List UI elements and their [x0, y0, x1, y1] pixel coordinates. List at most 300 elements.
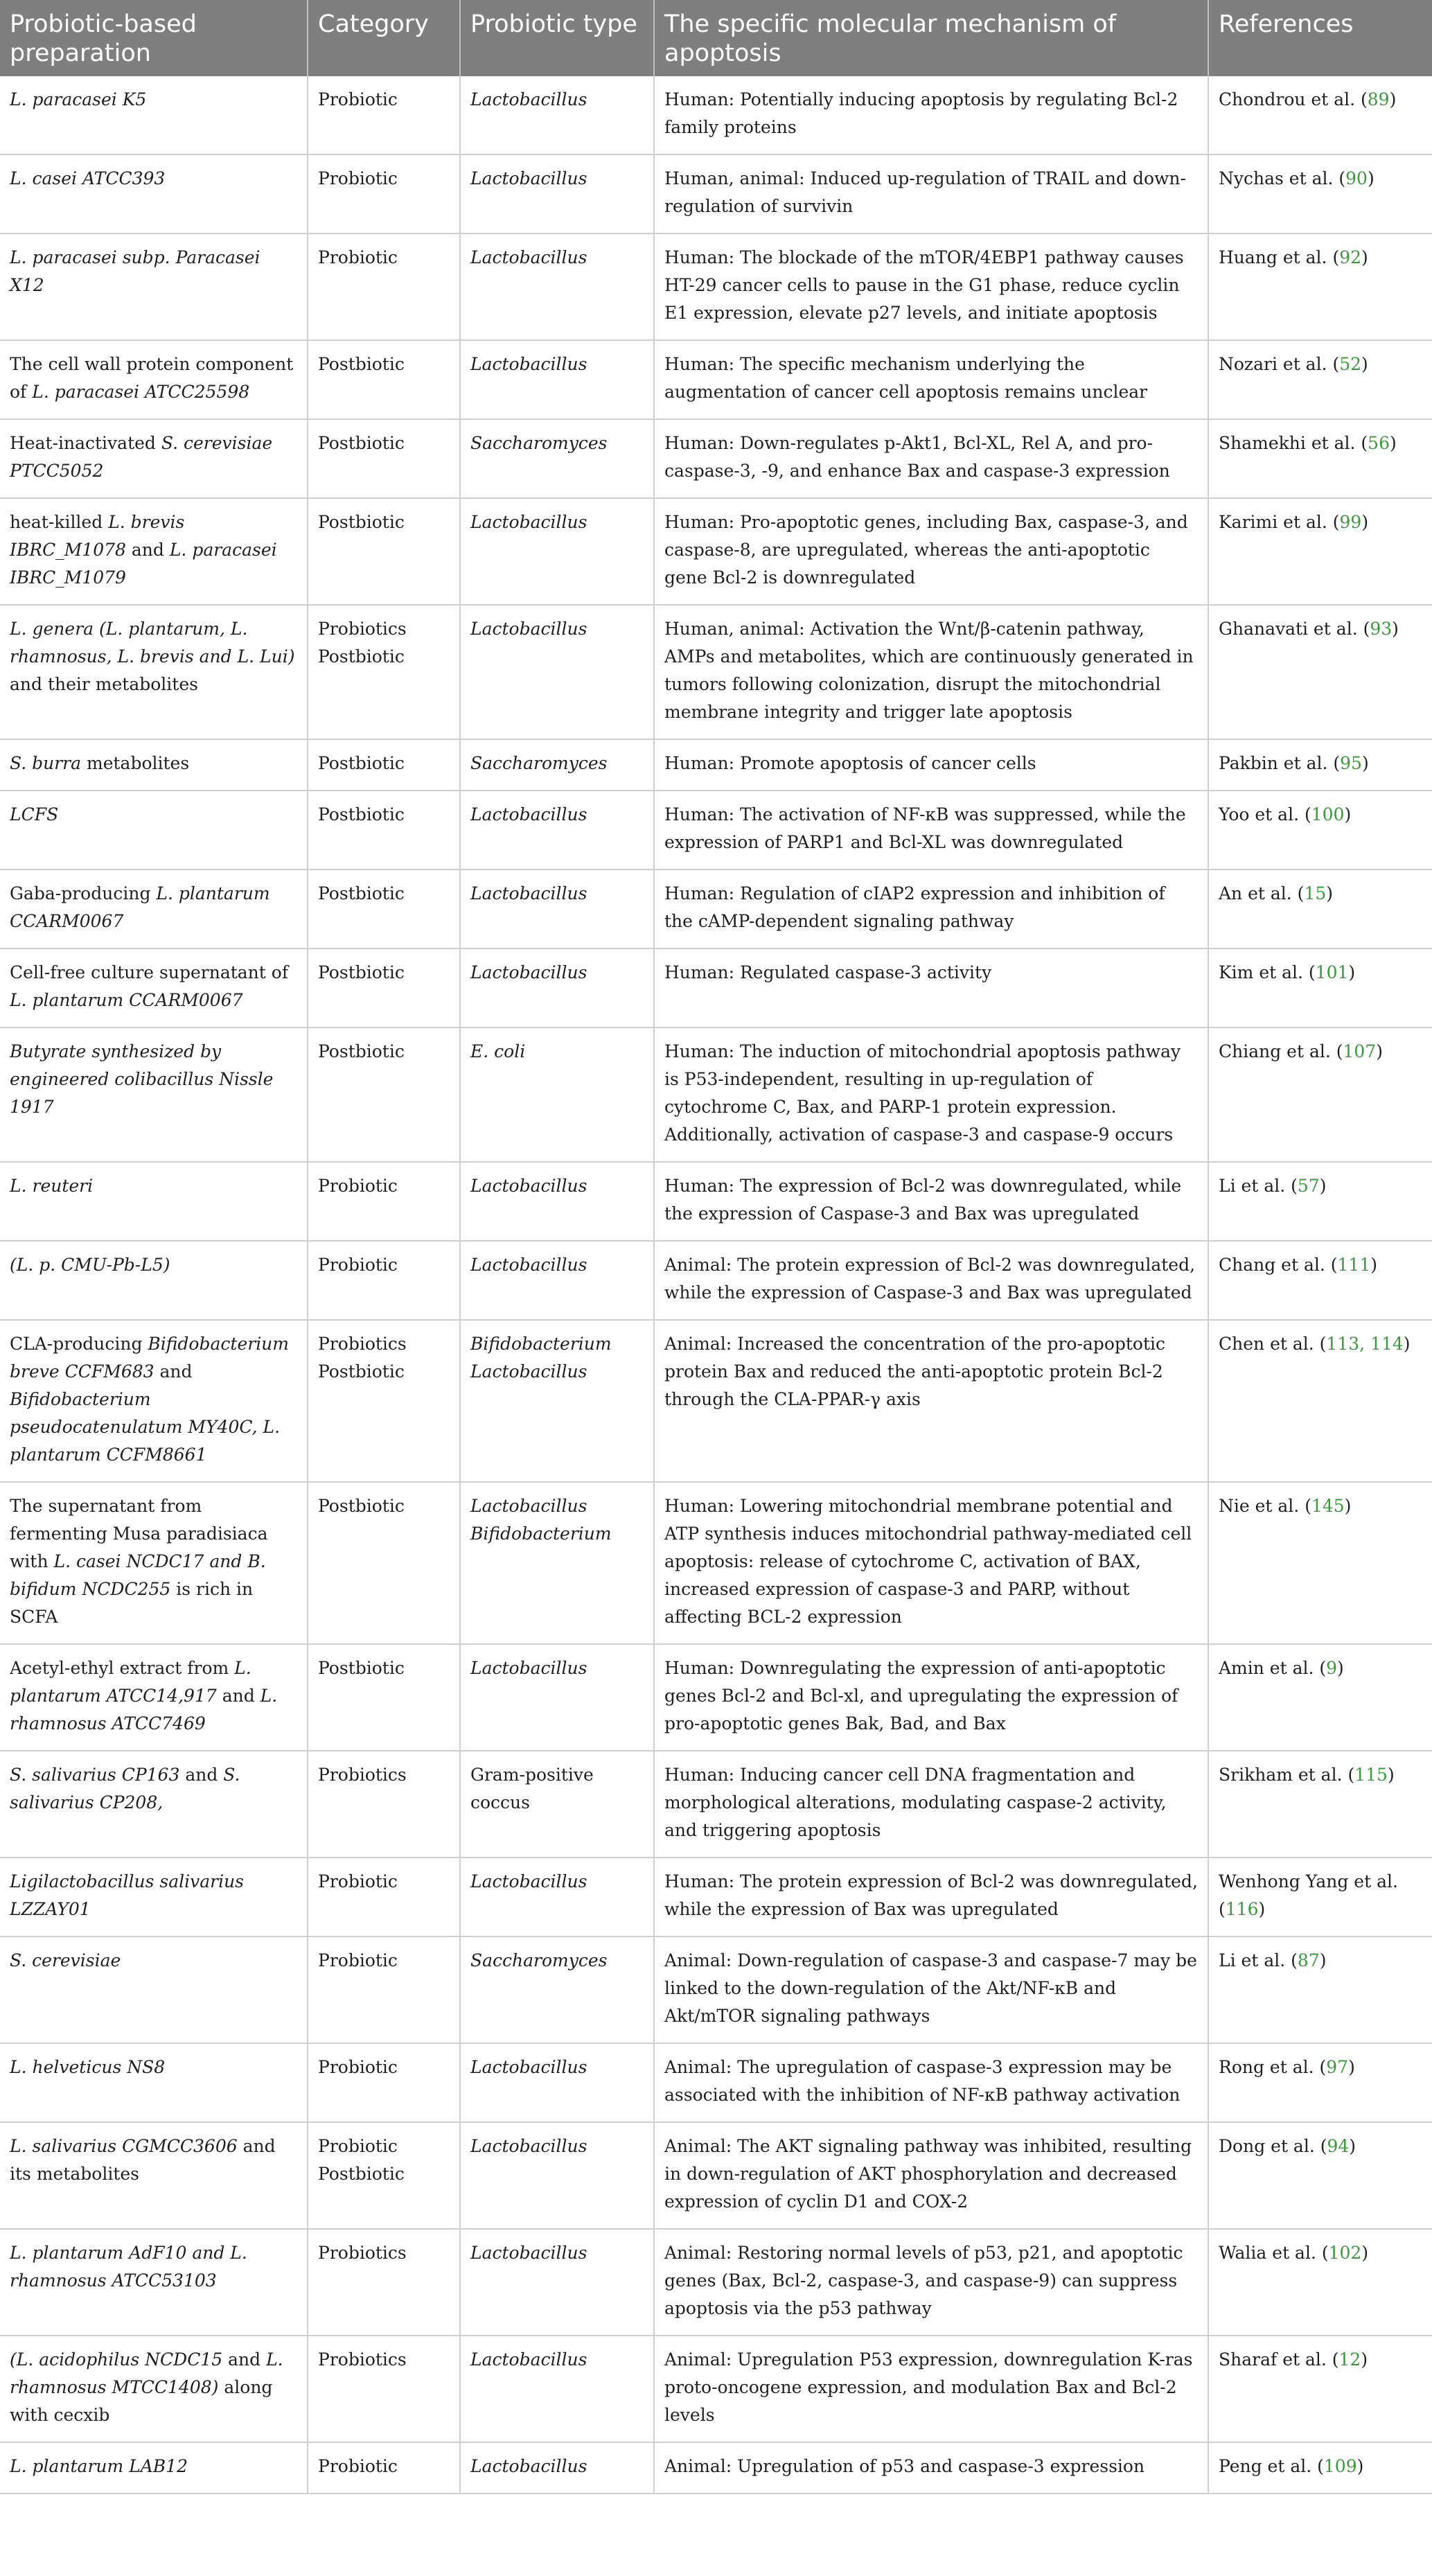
reference-link[interactable]: 107 — [1343, 1041, 1377, 1061]
reference-author: Chang et al. ( — [1219, 1255, 1338, 1275]
table-row — [0, 791, 1432, 870]
reference-author: Wenhong Yang et al. ( — [1219, 1871, 1398, 1919]
preparation-text: L. casei ATCC393 — [10, 168, 166, 188]
preparation-text: The cell wall protein component of — [10, 354, 294, 402]
cell-probiotic-type — [460, 2043, 654, 2122]
reference-author: Huang et al. ( — [1219, 247, 1340, 267]
preparation-text: The supernatant from fermenting Musa paradisiaca with — [10, 1496, 268, 1571]
cell-probiotic-type — [460, 340, 654, 419]
reference-author: Nie et al. ( — [1219, 1496, 1311, 1516]
cell-reference — [1208, 2229, 1432, 2336]
cell-mechanism: Human: The expression of Bcl-2 was downregulated, while the expression of Caspase-3 and Bax was upregulated — [654, 1162, 1208, 1241]
reference-close-paren: ) — [1348, 2057, 1355, 2077]
probiotic-type-text: Lactobacillus — [470, 619, 587, 639]
reference-link[interactable]: 56 — [1368, 433, 1390, 453]
preparation-text: L. paracasei IBRC_M1079 — [10, 540, 277, 588]
reference-link[interactable]: 116 — [1225, 1899, 1259, 1919]
cell-category — [308, 2336, 460, 2442]
reference-link[interactable]: 90 — [1345, 168, 1368, 188]
preparation-text: L. rhamnosus ATCC7469 — [10, 1686, 278, 1733]
cell-category — [308, 949, 460, 1027]
cell-mechanism: Animal: The upregulation of caspase-3 expression may be associated with the inhibition of NF-κB pathway activation — [654, 2043, 1208, 2122]
reference-link[interactable]: 102 — [1328, 2243, 1362, 2263]
cell-mechanism: Human: The specific mechanism underlying the augmentation of cancer cell apoptosis remains unclear — [654, 340, 1208, 419]
table-row — [0, 2122, 1432, 2229]
cell-category — [308, 1858, 460, 1937]
preparation-text: Cell-free culture supernatant of — [10, 962, 289, 982]
cell-mechanism: Human: Regulated caspase-3 activity — [654, 949, 1208, 1027]
cell-reference — [1208, 1162, 1432, 1241]
cell-mechanism: Human: Down-regulates p-Akt1, Bcl-XL, Rel A, and pro-caspase-3, -9, and enhance Bax and caspase-3 expression — [654, 419, 1208, 498]
preparation-text: CLA-producing — [10, 1334, 148, 1354]
preparation-text: S. cerevisiae PTCC5052 — [10, 433, 273, 481]
cell-probiotic-type — [460, 2122, 654, 2229]
cell-mechanism: Human: Pro-apoptotic genes, including Bax, caspase-3, and caspase-8, are upregulated, whereas the anti-apoptotic gene Bcl-2 is downregulated — [654, 498, 1208, 605]
reference-author: Dong et al. ( — [1219, 2136, 1327, 2156]
probiotic-type-text: Lactobacillus — [470, 962, 587, 982]
reference-author: Pakbin et al. ( — [1219, 753, 1341, 773]
cell-preparation — [0, 870, 308, 949]
preparation-text: Acetyl-ethyl extract from — [10, 1658, 235, 1678]
cell-probiotic-type — [460, 76, 654, 155]
probiotic-type-text: Lactobacillus — [470, 2136, 587, 2156]
preparation-text: L. genera (L. plantarum, L. rhamnosus, L. brevis and L. Lui) — [10, 619, 295, 667]
cell-preparation — [0, 1937, 308, 2043]
cell-mechanism: Human: The protein expression of Bcl-2 was downregulated, while the expression of Bax was upregulated — [654, 1858, 1208, 1937]
cell-preparation — [0, 2043, 308, 2122]
reference-author: Peng et al. ( — [1219, 2456, 1324, 2476]
preparation-text: L. paracasei ATCC25598 — [32, 382, 250, 402]
preparation-text: and — [125, 540, 170, 560]
category-text: Postbiotic — [318, 1496, 405, 1516]
preparation-text: metabolites — [81, 753, 190, 773]
reference-link[interactable]: 111 — [1337, 1255, 1371, 1275]
table-row — [0, 2043, 1432, 2122]
reference-close-paren: ) — [1337, 1658, 1344, 1678]
preparation-text: L. plantarum LAB12 — [10, 2456, 188, 2476]
cell-reference — [1208, 1241, 1432, 1320]
preparation-text: L. rhamnosus MTCC1408) — [10, 2349, 283, 2397]
cell-mechanism: Animal: Upregulation P53 expression, downregulation K-ras proto-oncogene expression, and modulation Bax and Bcl-2 levels — [654, 2336, 1208, 2442]
cell-category — [308, 233, 460, 340]
reference-close-paren: ) — [1389, 433, 1397, 453]
category-text: Probiotics — [318, 1765, 407, 1785]
cell-preparation — [0, 1751, 308, 1858]
preparation-text: Bifidobacterium breve CCFM683 — [10, 1334, 289, 1382]
reference-close-paren: ) — [1370, 1255, 1378, 1275]
reference-link[interactable]: 95 — [1340, 753, 1362, 773]
probiotic-type-text: Saccharomyces — [470, 753, 608, 773]
cell-mechanism: Human: Regulation of cIAP2 expression and inhibition of the cAMP-dependent signaling pathway — [654, 870, 1208, 949]
category-text: Postbiotic — [318, 753, 405, 773]
cell-probiotic-type — [460, 1644, 654, 1751]
probiotic-type-text: Lactobacillus — [470, 1255, 587, 1275]
preparation-text: L. brevis IBRC_M1078 — [10, 512, 185, 560]
cell-mechanism: Animal: Restoring normal levels of p53, p21, and apoptotic genes (Bax, Bcl-2, caspase-3, and caspase-9) can suppress apoptosis via the p53 pathway — [654, 2229, 1208, 2336]
table-row — [0, 605, 1432, 739]
probiotic-type-text: Lactobacillus — [470, 883, 587, 903]
category-text: Postbiotic — [318, 646, 405, 667]
cell-category — [308, 155, 460, 233]
cell-preparation — [0, 1858, 308, 1937]
preparation-text: and — [222, 2349, 267, 2370]
cell-probiotic-type — [460, 1937, 654, 2043]
reference-author: Li et al. ( — [1219, 1950, 1298, 1970]
cell-preparation — [0, 2122, 308, 2229]
cell-category — [308, 739, 460, 791]
preparation-text: and — [154, 1361, 193, 1382]
table-row — [0, 2442, 1432, 2494]
reference-link[interactable]: 52 — [1339, 354, 1362, 374]
cell-preparation — [0, 739, 308, 791]
reference-link[interactable]: 115 — [1354, 1765, 1388, 1785]
probiotic-type-text: Lactobacillus — [470, 2456, 587, 2476]
cell-reference — [1208, 1320, 1432, 1482]
reference-link[interactable]: 9 — [1326, 1658, 1338, 1678]
reference-link[interactable]: 94 — [1327, 2136, 1350, 2156]
table-row — [0, 2229, 1432, 2336]
reference-close-paren: ) — [1389, 89, 1397, 109]
probiotic-type-text: Lactobacillus — [470, 2349, 587, 2370]
cell-category — [308, 2043, 460, 2122]
preparation-text: L. reuteri — [10, 1176, 94, 1196]
cell-category — [308, 1027, 460, 1162]
reference-close-paren: ) — [1319, 1176, 1327, 1196]
cell-reference — [1208, 791, 1432, 870]
cell-mechanism: Human, animal: Induced up-regulation of TRAIL and down-regulation of survivin — [654, 155, 1208, 233]
preparation-text: and their metabolites — [10, 674, 198, 694]
cell-probiotic-type — [460, 1482, 654, 1644]
cell-category — [308, 870, 460, 949]
probiotic-type-text: Gram-positive coccus — [470, 1765, 594, 1812]
cell-preparation — [0, 233, 308, 340]
probiotic-type-text: Bifidobacterium — [470, 1334, 612, 1354]
reference-link[interactable]: 57 — [1297, 1176, 1320, 1196]
cell-reference — [1208, 1027, 1432, 1162]
cell-category — [308, 498, 460, 605]
reference-link[interactable]: 92 — [1339, 247, 1362, 267]
cell-mechanism: Animal: The protein expression of Bcl-2 was downregulated, while the expression of Caspase-3 and Bax was upregulated — [654, 1241, 1208, 1320]
cell-preparation — [0, 1644, 308, 1751]
reference-link[interactable]: 113, 114 — [1326, 1334, 1404, 1354]
reference-close-paren: ) — [1361, 354, 1368, 374]
reference-author: Nychas et al. ( — [1219, 168, 1346, 188]
reference-author: Li et al. ( — [1219, 1176, 1298, 1196]
reference-close-paren: ) — [1344, 804, 1352, 824]
reference-author: Chen et al. ( — [1219, 1334, 1327, 1354]
table-row — [0, 1644, 1432, 1751]
cell-reference — [1208, 1644, 1432, 1751]
preparation-text: Butyrate synthesized by engineered colibacillus Nissle 1917 — [10, 1041, 274, 1117]
reference-close-paren: ) — [1258, 1899, 1266, 1919]
cell-category — [308, 1241, 460, 1320]
category-text: Probiotic — [318, 247, 398, 267]
preparation-text: S. cerevisiae — [10, 1950, 121, 1970]
category-text: Postbiotic — [318, 354, 405, 374]
cell-reference — [1208, 2336, 1432, 2442]
preparation-text: L. paracasei K5 — [10, 89, 147, 109]
table-body — [0, 76, 1432, 2494]
preparation-text: S. salivarius CP163 — [10, 1765, 180, 1785]
cell-probiotic-type — [460, 2336, 654, 2442]
probiotic-type-text: Saccharomyces — [470, 433, 608, 453]
cell-category — [308, 605, 460, 739]
cell-mechanism: Human: Potentially inducing apoptosis by regulating Bcl-2 family proteins — [654, 76, 1208, 155]
table-row — [0, 155, 1432, 233]
cell-reference — [1208, 233, 1432, 340]
cell-probiotic-type — [460, 1320, 654, 1482]
cell-probiotic-type — [460, 870, 654, 949]
reference-link[interactable]: 89 — [1367, 89, 1390, 109]
table-row — [0, 1751, 1432, 1858]
reference-link[interactable]: 109 — [1323, 2456, 1357, 2476]
cell-probiotic-type — [460, 155, 654, 233]
cell-preparation — [0, 949, 308, 1027]
reference-author: Ghanavati et al. ( — [1219, 619, 1370, 639]
category-text: Probiotic — [318, 168, 398, 188]
table-row — [0, 233, 1432, 340]
reference-author: Shamekhi et al. ( — [1219, 433, 1368, 453]
header-probiotic-type: Probiotic type — [460, 0, 654, 76]
cell-preparation — [0, 419, 308, 498]
reference-close-paren: ) — [1349, 2136, 1356, 2156]
preparation-text: L. casei NCDC17 and B. bifidum NCDC255 — [10, 1551, 266, 1599]
reference-author: Walia et al. ( — [1219, 2243, 1329, 2263]
probiotic-type-text: Lactobacillus — [470, 1871, 587, 1891]
cell-probiotic-type — [460, 605, 654, 739]
reference-link[interactable]: 12 — [1338, 2349, 1361, 2370]
preparation-text: Ligilactobacillus salivarius LZZAY01 — [10, 1871, 245, 1919]
table-row — [0, 2336, 1432, 2442]
reference-close-paren: ) — [1344, 1496, 1352, 1516]
cell-mechanism: Human: The activation of NF-κB was suppressed, while the expression of PARP1 and Bcl-XL was downregulated — [654, 791, 1208, 870]
cell-category — [308, 76, 460, 155]
cell-preparation — [0, 791, 308, 870]
reference-close-paren: ) — [1356, 2456, 1364, 2476]
cell-preparation — [0, 76, 308, 155]
category-text: Postbiotic — [318, 804, 405, 824]
cell-mechanism: Human: Inducing cancer cell DNA fragmentation and morphological alterations, modulating caspase-2 activity, and triggering apoptosis — [654, 1751, 1208, 1858]
cell-probiotic-type — [460, 1751, 654, 1858]
cell-probiotic-type — [460, 233, 654, 340]
preparation-text: L. salivarius CGMCC3606 — [10, 2136, 238, 2156]
category-text: Postbiotic — [318, 1361, 405, 1382]
table-row — [0, 1162, 1432, 1241]
cell-reference — [1208, 498, 1432, 605]
reference-close-paren: ) — [1348, 962, 1356, 982]
cell-probiotic-type — [460, 498, 654, 605]
cell-category — [308, 1320, 460, 1482]
cell-probiotic-type — [460, 2229, 654, 2336]
probiotic-type-text: Lactobacillus — [470, 1658, 587, 1678]
reference-link[interactable]: 87 — [1297, 1950, 1320, 1970]
preparation-text: L. plantarum AdF10 and L. rhamnosus ATCC53103 — [10, 2243, 247, 2291]
cell-reference — [1208, 1751, 1432, 1858]
preparation-text: Gaba-producing — [10, 883, 157, 903]
cell-mechanism: Animal: The AKT signaling pathway was inhibited, resulting in down-regulation of AKT phosphorylation and decreased expression of cyclin D1 and COX-2 — [654, 2122, 1208, 2229]
preparation-text: L. plantarum CCARM0067 — [10, 883, 270, 931]
cell-category — [308, 2442, 460, 2494]
reference-link[interactable]: 100 — [1311, 804, 1345, 824]
reference-close-paren: ) — [1361, 247, 1368, 267]
probiotic-type-text: Lactobacillus — [470, 512, 587, 532]
probiotic-type-text: Lactobacillus — [470, 89, 587, 109]
cell-probiotic-type — [460, 791, 654, 870]
header-references: References — [1208, 0, 1432, 76]
cell-probiotic-type — [460, 1241, 654, 1320]
cell-reference — [1208, 870, 1432, 949]
cell-mechanism: Animal: Upregulation of p53 and caspase-3 expression — [654, 2442, 1208, 2494]
category-text: Probiotic — [318, 1950, 398, 1970]
category-text: Probiotic — [318, 2136, 398, 2156]
category-text: Probiotics — [318, 2349, 407, 2370]
category-text: Postbiotic — [318, 1041, 405, 1061]
reference-close-paren: ) — [1392, 619, 1399, 639]
reference-link[interactable]: 99 — [1339, 512, 1362, 532]
table-row — [0, 419, 1432, 498]
cell-reference — [1208, 340, 1432, 419]
category-text: Probiotic — [318, 1871, 398, 1891]
reference-link[interactable]: 15 — [1304, 883, 1327, 903]
cell-probiotic-type — [460, 1858, 654, 1937]
cell-probiotic-type — [460, 419, 654, 498]
reference-link[interactable]: 97 — [1326, 2057, 1349, 2077]
reference-author: Rong et al. ( — [1219, 2057, 1327, 2077]
cell-mechanism: Human: The induction of mitochondrial apoptosis pathway is P53-independent, resulting in up-regulation of cytochrome C, Bax, and PARP-1 protein expression. Additionally, activation of caspase-3 and caspase-9 occurs — [654, 1027, 1208, 1162]
reference-close-paren: ) — [1326, 883, 1334, 903]
probiotic-type-text: Lactobacillus — [470, 168, 587, 188]
cell-preparation — [0, 1320, 308, 1482]
probiotic-type-text: Lactobacillus — [470, 1496, 587, 1516]
category-text: Probiotics — [318, 1334, 407, 1354]
header-category: Category — [308, 0, 460, 76]
cell-preparation — [0, 155, 308, 233]
preparation-text: L. paracasei subp. Paracasei X12 — [10, 247, 260, 295]
table-row — [0, 1241, 1432, 1320]
category-text: Postbiotic — [318, 433, 405, 453]
probiotic-type-text: Lactobacillus — [470, 2057, 587, 2077]
cell-category — [308, 1937, 460, 2043]
category-text: Probiotic — [318, 89, 398, 109]
preparation-text: (L. p. CMU-Pb-L5) — [10, 1255, 170, 1275]
reference-author: Chiang et al. ( — [1219, 1041, 1343, 1061]
category-text: Probiotic — [318, 1176, 398, 1196]
category-text: Postbiotic — [318, 962, 405, 982]
cell-reference — [1208, 76, 1432, 155]
category-text: Postbiotic — [318, 512, 405, 532]
reference-author: Nozari et al. ( — [1219, 354, 1340, 374]
probiotic-type-text: Saccharomyces — [470, 1950, 608, 1970]
cell-preparation — [0, 1241, 308, 1320]
category-text: Probiotics — [318, 2243, 407, 2263]
cell-reference — [1208, 949, 1432, 1027]
cell-reference — [1208, 1937, 1432, 2043]
category-text: Probiotic — [318, 2456, 398, 2476]
cell-reference — [1208, 1858, 1432, 1937]
cell-mechanism: Animal: Increased the concentration of the pro-apoptotic protein Bax and reduced the anti-apoptotic protein Bcl-2 through the CLA-PPAR-γ axis — [654, 1320, 1208, 1482]
cell-category — [308, 340, 460, 419]
cell-reference — [1208, 739, 1432, 791]
cell-preparation — [0, 2229, 308, 2336]
probiotic-type-text: Bifidobacterium — [470, 1524, 612, 1544]
preparation-text: and — [216, 1686, 260, 1706]
preparation-text: S. salivarius CP208, — [10, 1765, 240, 1812]
reference-link[interactable]: 145 — [1311, 1496, 1345, 1516]
cell-category — [308, 1162, 460, 1241]
category-text: Postbiotic — [318, 883, 405, 903]
probiotic-type-text: E. coli — [470, 1041, 526, 1061]
table-row — [0, 1482, 1432, 1644]
cell-category — [308, 2229, 460, 2336]
reference-close-paren: ) — [1361, 2349, 1368, 2370]
cell-preparation — [0, 605, 308, 739]
probiotic-type-text: Lactobacillus — [470, 1176, 587, 1196]
cell-mechanism: Human, animal: Activation the Wnt/β-catenin pathway, AMPs and metabolites, which are continuously generated in tumors following colonization, disrupt the mitochondrial membrane integrity and trigger late apoptosis — [654, 605, 1208, 739]
cell-probiotic-type — [460, 1162, 654, 1241]
reference-link[interactable]: 93 — [1370, 619, 1393, 639]
category-text: Probiotics — [318, 619, 407, 639]
reference-author: Kim et al. ( — [1219, 962, 1316, 982]
preparation-text: is rich in SCFA — [10, 1579, 254, 1627]
header-preparation: Probiotic-based preparation — [0, 0, 308, 76]
table-row — [0, 1937, 1432, 2043]
cell-category — [308, 1644, 460, 1751]
table-header-row — [0, 0, 1432, 76]
preparation-text: (L. acidophilus NCDC15 — [10, 2349, 223, 2370]
reference-close-paren: ) — [1361, 2243, 1369, 2263]
reference-author: Yoo et al. ( — [1219, 804, 1311, 824]
table-row — [0, 1027, 1432, 1162]
cell-preparation — [0, 1482, 308, 1644]
table-row — [0, 1320, 1432, 1482]
cell-reference — [1208, 2043, 1432, 2122]
probiotic-type-text: Lactobacillus — [470, 247, 587, 267]
cell-preparation — [0, 1162, 308, 1241]
cell-reference — [1208, 1482, 1432, 1644]
preparation-text: S. burra — [10, 753, 82, 773]
cell-category — [308, 791, 460, 870]
category-text: Probiotic — [318, 2057, 398, 2077]
cell-reference — [1208, 605, 1432, 739]
cell-reference — [1208, 419, 1432, 498]
reference-close-paren: ) — [1403, 1334, 1411, 1354]
cell-category — [308, 1751, 460, 1858]
reference-link[interactable]: 101 — [1315, 962, 1349, 982]
reference-close-paren: ) — [1361, 512, 1369, 532]
table-row — [0, 340, 1432, 419]
reference-close-paren: ) — [1387, 1765, 1395, 1785]
reference-author: An et al. ( — [1219, 883, 1305, 903]
category-text: Probiotic — [318, 1255, 398, 1275]
preparation-text: Heat-inactivated — [10, 433, 161, 453]
reference-author: Amin et al. ( — [1219, 1658, 1327, 1678]
cell-preparation — [0, 340, 308, 419]
preparation-text: L. plantarum ATCC14,917 — [10, 1658, 251, 1706]
cell-mechanism: Human: Promote apoptosis of cancer cells — [654, 739, 1208, 791]
reference-author: Sharaf et al. ( — [1219, 2349, 1339, 2370]
reference-close-paren: ) — [1319, 1950, 1327, 1970]
probiotic-type-text: Lactobacillus — [470, 354, 587, 374]
cell-probiotic-type — [460, 1027, 654, 1162]
reference-author: Chondrou et al. ( — [1219, 89, 1368, 109]
cell-preparation — [0, 498, 308, 605]
cell-probiotic-type — [460, 2442, 654, 2494]
preparation-text: L. helveticus NS8 — [10, 2057, 166, 2077]
cell-probiotic-type — [460, 949, 654, 1027]
cell-preparation — [0, 1027, 308, 1162]
cell-mechanism: Human: The blockade of the mTOR/4EBP1 pathway causes HT-29 cancer cells to pause in the G1 phase, reduce cyclin E1 expression, elevate p27 levels, and initiate apoptosis — [654, 233, 1208, 340]
table-row — [0, 949, 1432, 1027]
